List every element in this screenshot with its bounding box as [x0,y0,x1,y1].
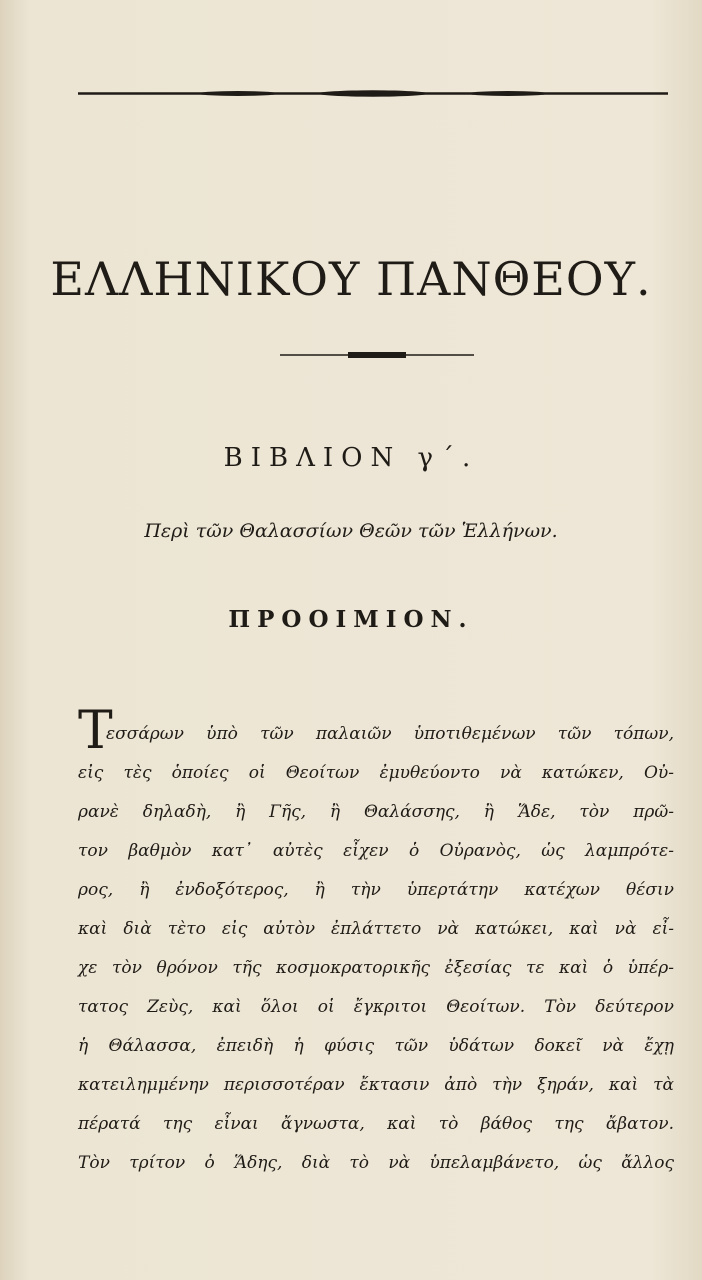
body-text [78,715,674,1183]
drop-capital: Τ [78,701,113,761]
text-line: εἰς τὲς ὁποίες οἱ Θεοίτων ἐμυθεύοντο νὰ κατώκεν, Οὐ- [78,763,674,783]
text-line: εσσάρων ὑπὸ τῶν παλαιῶν ὑποτιθεμένων τῶν τόπων, [106,724,674,744]
text-line: τατος Ζεὺς, καὶ ὅλοι οἱ ἔγκριτοι Θεοίτων. Τὸν δεύτερον [78,997,674,1017]
text-line: πέρατά της εἶναι ἄγνωστα, καὶ τὸ βάθος της ἄβατον. [78,1114,674,1134]
text-line: χε τὸν θρόνον τῆς κοσμοκρατορικῆς ἐξεσίας τε καὶ ὁ ὑπέρ- [78,958,674,978]
top-ornamental-rule [78,90,668,97]
book-subtitle: Περὶ τῶν Θαλασσίων Θεῶν τῶν Ἑλλήνων. [144,520,558,542]
text-line: ρανὲ δηλαδὴ, ἢ Γῆς, ἢ Θαλάσσης, ἢ Ἅδε, τὸν πρῶ- [78,802,674,822]
text-line: τον βαθμὸν κατ᾽ αὐτὲς εἶχεν ὁ Οὐρανὸς, ὡς λαμπρότε- [78,841,674,861]
title-ornament [280,350,474,360]
text-line: καὶ διὰ τὲτο εἰς αὐτὸν ἐπλάττετο νὰ κατώκει, καὶ νὰ εἶ- [78,919,674,939]
book-heading: ΒΙΒΛΙΟΝ γ΄. [223,443,479,473]
section-heading: ΠΡΟΟΙΜΙΟΝ. [228,606,474,633]
page-title: ΕΛΛΗΝΙΚΟΥ ΠΑΝΘΕΟΥ. [50,252,652,306]
text-line: κατειλημμένην περισσοτέραν ἔκτασιν ἀπὸ τὴν ξηράν, καὶ τὰ [78,1075,674,1095]
text-line: ρος, ἢ ἐνδοξότερος, ἢ τὴν ὑπερτάτην κατέχων θέσιν [78,880,674,900]
text-line: ἡ Θάλασσα, ἐπειδὴ ἡ φύσις τῶν ὑδάτων δοκεῖ νὰ ἔχῃ [78,1036,674,1056]
text-line: Τὸν τρίτον ὁ Ἅδης, διὰ τὸ νὰ ὑπελαμβάνετο, ὡς ἄλλος [78,1153,674,1173]
